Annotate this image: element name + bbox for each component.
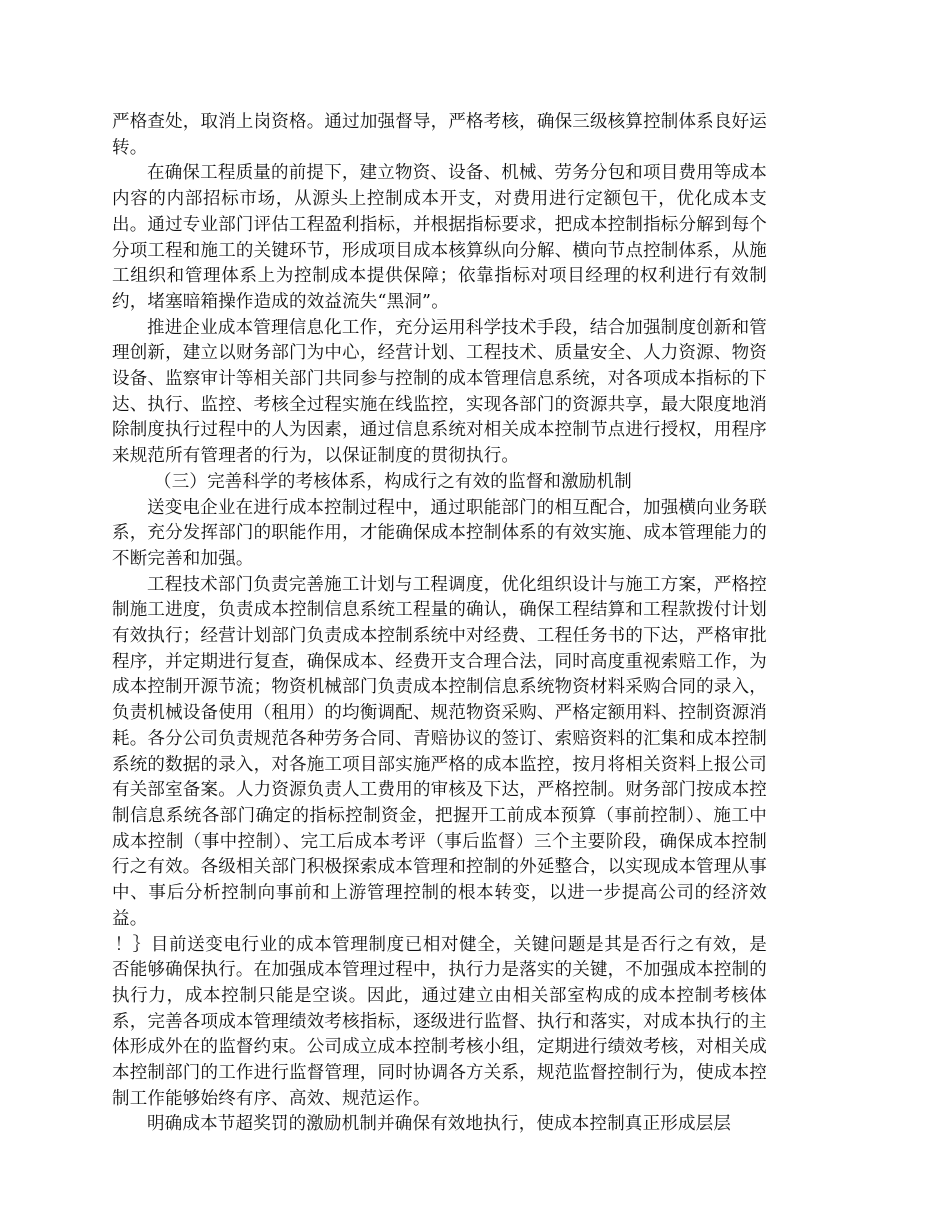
paragraph-execution: ！｝目前送变电行业的成本管理制度已相对健全，关键问题是其是否行之有效，是否能够确保执行。在加强成本管理过程中，执行力是落实的关键，不加强成本控制的执行力，成本控制只能是空谈。因此，通过建立由相关部室构成的成本控制考核体系，完善各项成本管理绩效考核指标，逐级进行监督、执行和落实，对成本执行的主体形成外在的监督约束。公司成立成本控制考核小组，定期进行绩效考核，对相关成本控制部门的工作进行监督管理，同时协调各方关系，规范监督控制行为，使成本控制工作能够始终有序、高效、规范运作。 xyxy=(112,934,767,1109)
document-page xyxy=(112,110,767,1138)
paragraph-information-system: 推进企业成本管理信息化工作，充分运用科学技术手段，结合加强制度创新和管理创新，建立以财务部门为中心，经营计划、工程技术、质量安全、人力资源、物资设备、监察审计等相关部门共同参与控制的成本管理信息系统，对各项成本指标的下达、执行、监控、考核全过程实施在线监控，实现各部门的资源共享，最大限度地消除制度执行过程中的人为因素，通过信息系统对相关成本控制节点进行授权，用程序来规范所有管理者的行为，以保证制度的贯彻执行。 xyxy=(112,317,767,467)
paragraph-continued: 严格查处，取消上岗资格。通过加强督导，严格考核，确保三级核算控制体系良好运转。 xyxy=(112,112,767,158)
paragraph-incentive: 明确成本节超奖罚的激励机制并确保有效地执行，使成本控制真正形成层层 xyxy=(147,1114,732,1135)
paragraph-internal-bidding: 在确保工程质量的前提下，建立物资、设备、机械、劳务分包和项目费用等成本内容的内部招标市场，从源头上控制成本开支，对费用进行定额包干，优化成本支出。通过专业部门评估工程盈利指标，并根据指标要求，把成本控制指标分解到每个分项工程和施工的关键环节，形成项目成本核算纵向分解、横向节点控制体系，从施工组织和管理体系上为控制成本提供保障；依靠指标对项目经理的权利进行有效制约，堵塞暗箱操作造成的效益流失“黑洞”。 xyxy=(112,163,767,312)
paragraph-department-duties: 工程技术部门负责完善施工计划与工程调度，优化组织设计与施工方案，严格控制施工进度，负责成本控制信息系统工程量的确认，确保工程结算和工程款拨付计划有效执行；经营计划部门负责成本控制系统中对经费、工程任务书的下达，严格审批程序，并定期进行复查，确保成本、经费开支合理合法，同时高度重视索赔工作，为成本控制开源节流；物资机械部门负责成本控制信息系统物资材料采购合同的录入，负责机械设备使用（租用）的均衡调配、规范物资采购、严格定额用料、控制资源消耗。各分公司负责规范各种劳务合同、青赔协议的签订、索赔资料的汇集和成本控制系统的数据的录入，对各施工项目部实施严格的成本监控，按月将相关资料上报公司有关部室备案。人力资源负责人工费用的审核及下达，严格控制。财务部门按成本控制信息系统各部门确定的指标控制资金，把握开工前成本预算（事前控制）、施工中成本控制（事中控制）、完工后成本考评（事后监督）三个主要阶段，确保成本控制行之有效。各级相关部门积极探索成本管理和控制的外延整合，以实现成本管理从事中、事后分析控制向事前和上游管理控制的根本转变，以进一步提高公司的经济效益。 xyxy=(112,574,767,929)
paragraph-department-cooperation: 送变电企业在进行成本控制过程中，通过职能部门的相互配合，加强横向业务联系，充分发挥部门的职能作用，才能确保成本控制体系的有效实施、成本管理能力的不断完善和加强。 xyxy=(112,497,767,569)
section-heading: （三）完善科学的考核体系，构成行之有效的监督和激励机制 xyxy=(154,471,632,492)
